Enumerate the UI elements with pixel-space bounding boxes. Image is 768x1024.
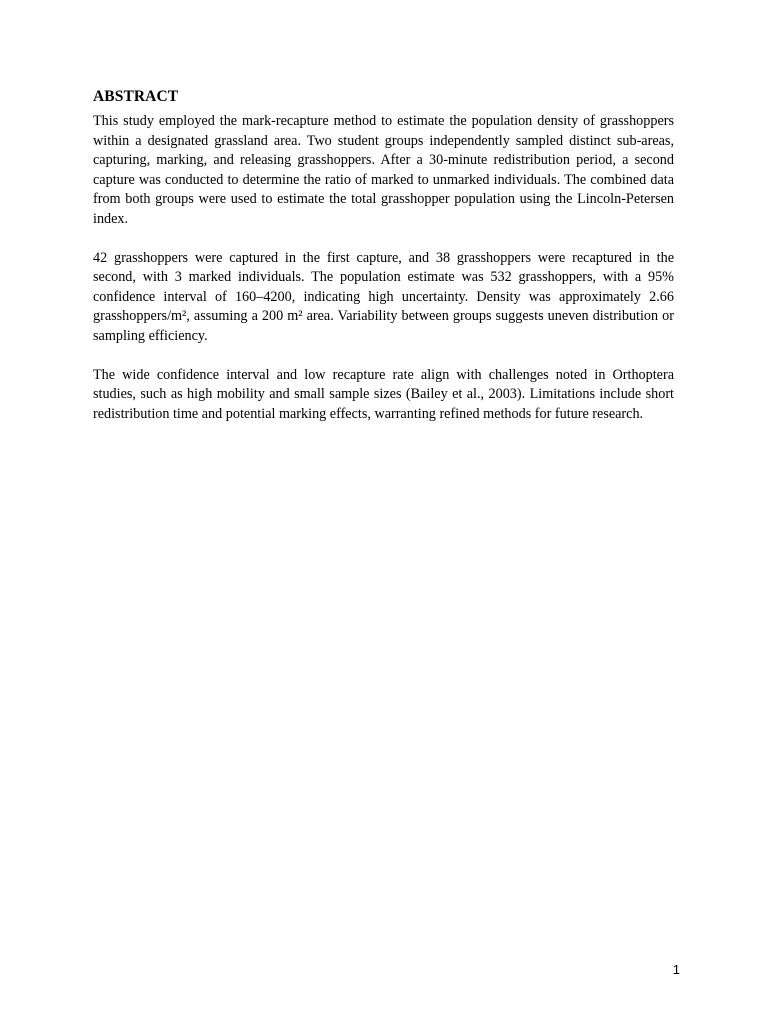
abstract-paragraph-discussion: The wide confidence interval and low recapture rate align with challenges noted in Orthoptera studies, such as high mobility and small sample sizes (Bailey et al., 2003). Limitations include short redistribution time and potential marking effects, warranting refined methods for future research. xyxy=(93,366,674,422)
abstract-section xyxy=(93,86,674,444)
abstract-paragraph-methods: This study employed the mark-recapture method to estimate the population density of grasshoppers within a designated grassland area. Two student groups independently sampled distinct sub-areas, capturing, marking, and releasing grasshoppers. After a 30-minute redistribution period, a second capture was conducted to determine the ratio of marked to unmarked individuals. The combined data from both groups were used to estimate the total grasshopper population using the Lincoln-Petersen index. xyxy=(93,113,674,227)
page-number: 1 xyxy=(672,962,680,977)
abstract-paragraph-results: 42 grasshoppers were captured in the first capture, and 38 grasshoppers were recaptured in the second, with 3 marked individuals. The population estimate was 532 grasshoppers, with a 95% confidence interval of 160–4200, indicating high uncertainty. Density was approximately 2.66 grasshoppers/m², assuming a 200 m² area. Variability between groups suggests uneven distribution or sampling efficiency. xyxy=(93,249,674,344)
abstract-heading: ABSTRACT xyxy=(93,88,179,105)
